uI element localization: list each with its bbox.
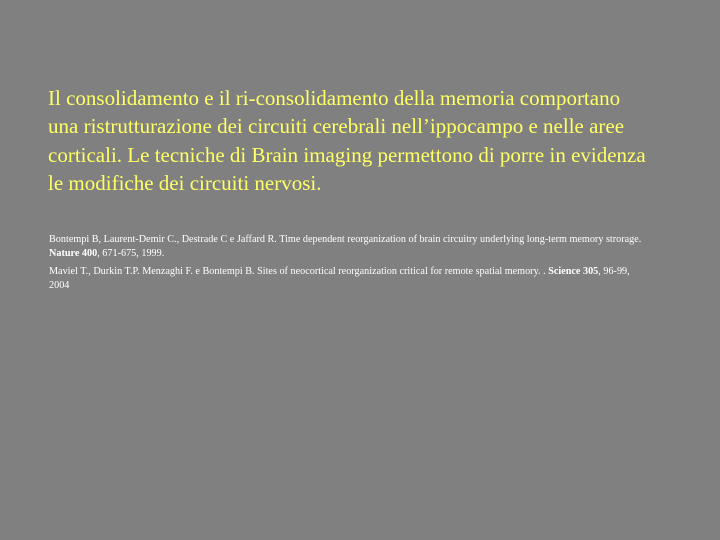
references-list xyxy=(49,233,649,297)
reference-journal: Science 305 xyxy=(548,266,599,277)
reference-pages-year: , 671-675, 1999. xyxy=(97,247,165,259)
reference-authors-title: Bontempi B, Laurent-Demir C., Destrade C e Jaffard R. Time dependent reorganization of brain circuitry underlying long-term memory strorage. xyxy=(49,234,642,245)
reference-pages-year: , 96-99, 2004 xyxy=(49,266,630,291)
reference-journal: Nature 400 xyxy=(49,247,98,259)
reference-item xyxy=(49,233,649,260)
reference-authors-title: Maviel T., Durkin T.P. Menzaghi F. e Bontempi B. Sites of neocortical reorganization critical for remote spatial memory. . xyxy=(49,266,549,277)
main-paragraph: Il consolidamento e il ri-consolidamento della memoria comportano una ristrutturazione dei circuiti cerebrali nell’ippocampo e nelle aree corticali. Le tecniche di Brain imaging permettono di porre in evidenza le modifiche dei circuiti nervosi. xyxy=(48,86,646,195)
reference-item xyxy=(49,265,649,292)
